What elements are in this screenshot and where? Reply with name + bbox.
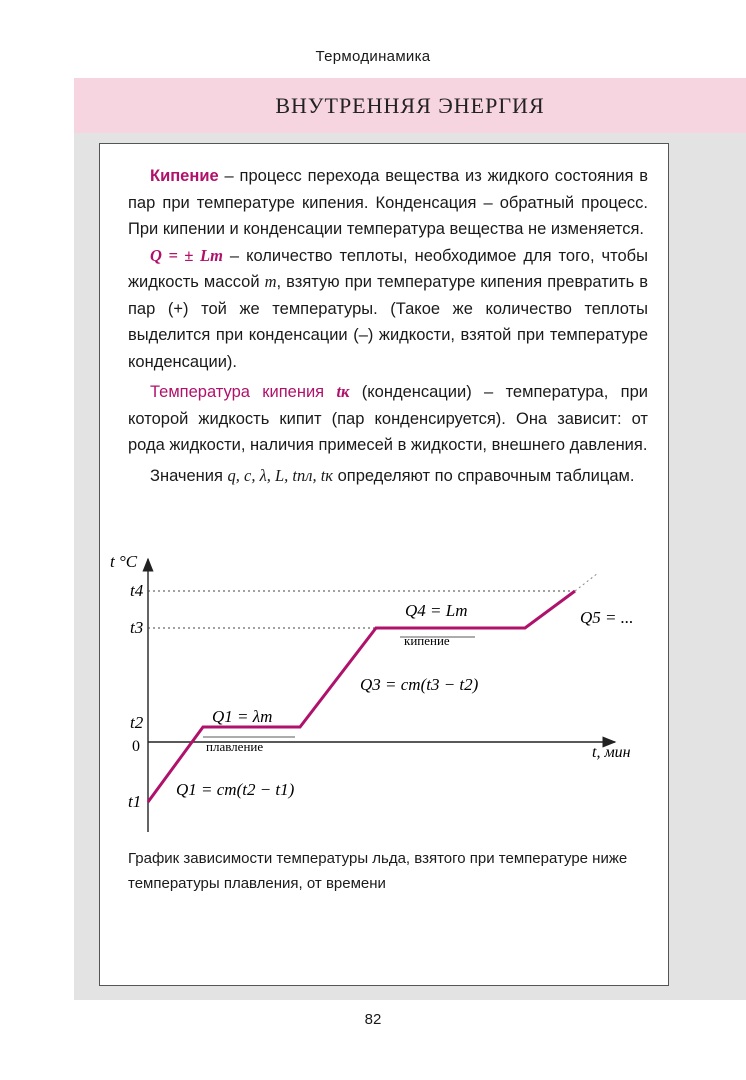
paragraph-text: Значения	[150, 466, 228, 485]
section-title: ВНУТРЕННЯЯ ЭНЕРГИЯ	[275, 93, 545, 118]
t4-label: t4	[130, 581, 144, 600]
symbols-list: q, c, λ, L, tпл, tк	[227, 465, 333, 485]
origin-label: 0	[132, 738, 140, 755]
paragraph-boiling	[128, 163, 648, 243]
paragraph-heat	[128, 243, 648, 376]
formula-heat: Q = ± Lm	[150, 245, 223, 265]
symbol-m: m	[264, 272, 277, 291]
symbol-tk: tк	[336, 382, 350, 401]
paragraph-boiling-temp	[128, 379, 648, 459]
paragraph-text: – количество теплоты, необходимое для того, чтобы жидкость массой	[128, 246, 648, 291]
section-title-band	[74, 78, 746, 133]
q3-label: Q3 = cm(t3 − t2)	[360, 675, 479, 694]
t1-label: t1	[128, 792, 142, 811]
paragraph-text: (конденсации) – температура, при которой жидкость кипит (пар конденсируется). Она зависит: от рода жидкости, наличия примесей в жидкости, внешнего давления.	[128, 383, 648, 454]
paragraph-values	[128, 463, 648, 490]
q4-label: Q4 = Lm	[405, 601, 468, 620]
q1-heating-label: Q1 = cm(t2 − t1)	[176, 780, 295, 799]
paragraph-text: , взятую при температуре кипения превратить в пар (+) той же температуры. (Такое же количество теплоты выделится при конденсации (–) жидкости, взятой при температуре конденсации).	[128, 273, 648, 371]
body-text	[128, 163, 648, 489]
q1-melting-label: Q1 = λm	[212, 707, 273, 726]
curve-continuation	[575, 573, 598, 591]
paragraph-text: определяют по справочным таблицам.	[333, 466, 635, 485]
temperature-time-graph	[100, 545, 660, 845]
paragraph-text: – процесс перехода вещества из жидкого состояния в пар при температуре кипения. Конденсация – обратный процесс. При кипении и конденсации температура вещества не изменяется.	[128, 167, 648, 238]
temperature-curve	[148, 591, 575, 802]
t3-label: t3	[130, 618, 144, 637]
page-number: 82	[364, 1011, 382, 1028]
q5-label: Q5 = ...	[580, 608, 634, 627]
t2-label: t2	[130, 713, 144, 732]
term-boiling-temp: Температура кипения	[150, 383, 325, 401]
term-boiling: Кипение	[150, 167, 219, 185]
boiling-label: кипение	[404, 633, 450, 648]
x-axis-label: t, мин	[592, 744, 631, 761]
figure-caption: График зависимости температуры льда, взятого при температуре ниже температуры плавления, от времени	[128, 850, 628, 892]
running-title: Термодинамика	[315, 48, 431, 65]
melting-label: плавление	[206, 739, 264, 754]
y-axis-label: t °C	[110, 552, 138, 571]
